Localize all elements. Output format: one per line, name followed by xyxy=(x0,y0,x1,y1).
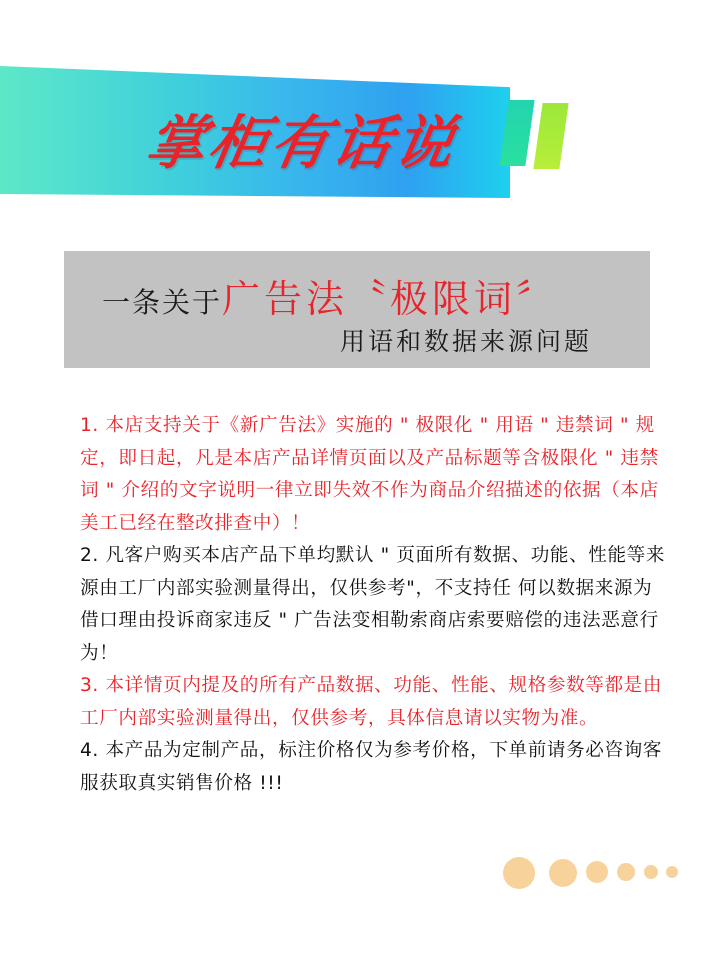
decor-dot xyxy=(644,865,658,879)
decor-dot xyxy=(617,863,635,881)
notice-highlight: 广告法〝极限词〞 xyxy=(222,277,559,321)
paragraph-4: 4. 本产品为定制产品，标注价格仅为参考价格，下单前请务必咨询客服获取真实销售价格 !!! xyxy=(80,740,663,794)
notice-heading xyxy=(102,268,558,323)
decor-dot xyxy=(549,859,577,887)
notice-prefix: 一条关于 xyxy=(102,286,223,319)
paragraph-1: 1. 本店支持关于《新广告法》实施的 " 极限化 " 用语 " 违禁词 " 规定，即日起，凡是本店产品详情页面以及产品标题等含极限化 " 违禁词 " 介绍的文字说明一律立即失效不作为商品介绍描述的依据（本店美工已经在整改排查中）！ xyxy=(80,415,659,534)
decor-dot xyxy=(586,861,608,883)
decor-dot xyxy=(666,866,678,878)
banner-title: 掌柜有话说 xyxy=(141,109,464,177)
paragraph-2: 2. 凡客户购买本店产品下单均默认 " 页面所有数据、功能、性能等来源由工厂内部实验测量得出，仅供参考"，不支持任 何以数据来源为借口理由投诉商家违反 " 广告法变相勒索商店索要赔偿的违法恶意行为！ xyxy=(80,545,666,664)
decor-dot xyxy=(503,857,535,889)
disclaimer-text xyxy=(80,410,670,800)
notice-subtitle: 用语和数据来源问题 xyxy=(340,327,593,356)
paragraph-3: 3. 本详情页内提及的所有产品数据、功能、性能、规格参数等都是由工厂内部实验测量得出，仅供参考，具体信息请以实物为准。 xyxy=(80,675,663,729)
decor-stripe-green xyxy=(533,103,568,169)
